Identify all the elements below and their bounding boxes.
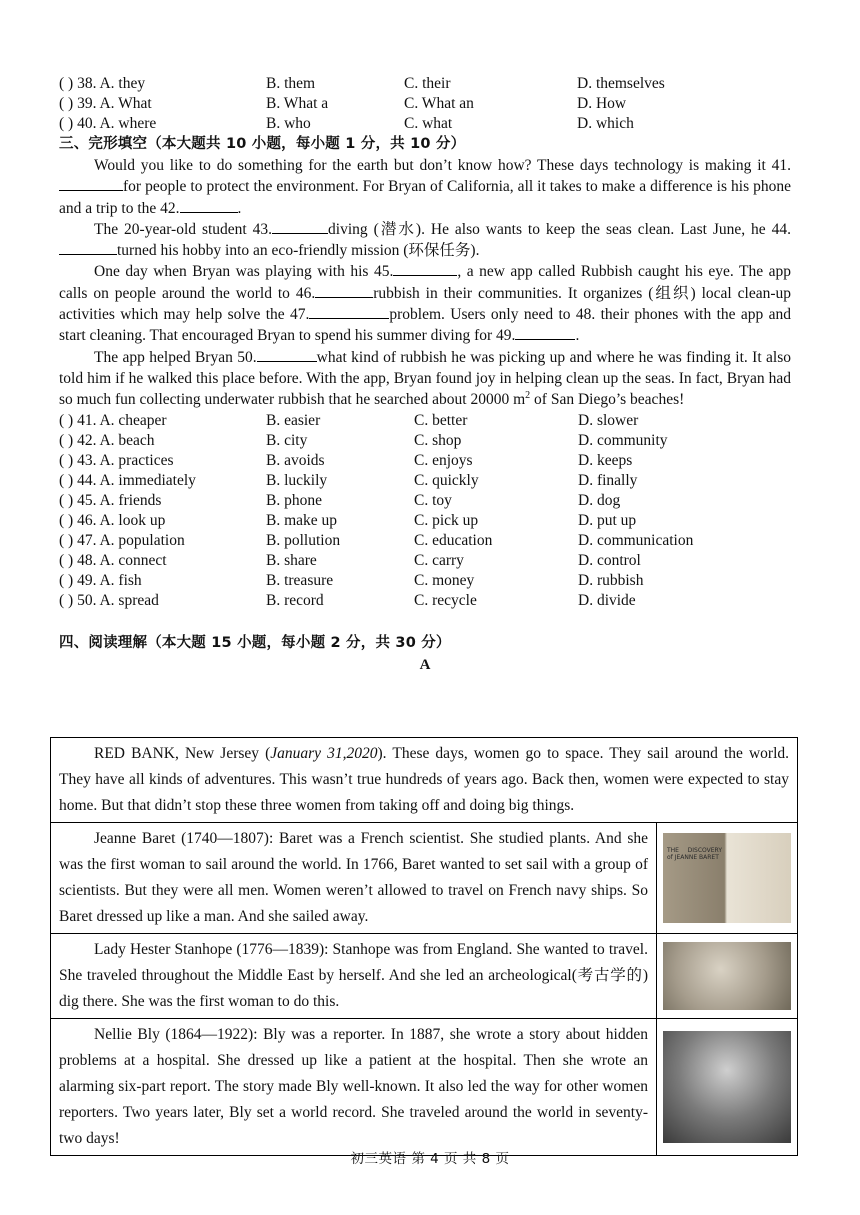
options-41-50 — [59, 411, 791, 611]
option-b: B. avoids — [266, 451, 325, 469]
intro-cell: RED BANK, New Jersey (January 31,2020). These days, women go to space. They sail around the world. They have all kinds of adventures. This wasn’t true hundreds of years ago. Back then, women were expected to stay home. But that didn’t stop these three women from taking off and doing big things. — [51, 738, 798, 823]
table-row-baret — [51, 823, 798, 934]
option-d: D. finally — [578, 471, 638, 489]
option-b: B. treasure — [266, 571, 334, 589]
option-row — [59, 511, 791, 531]
section3-title: 三、完形填空（本大题共 10 小题，每小题 1 分，共 10 分） — [59, 136, 466, 152]
option-row — [59, 74, 791, 94]
book-cover-text: THE DISCOVERY of JEANNE BARET — [667, 847, 722, 861]
option-row — [59, 451, 791, 471]
option-d: D. rubbish — [578, 571, 644, 589]
stanhope-cell: Lady Hester Stanhope (1776—1839): Stanhope was from England. She wanted to travel. She traveled throughout the Middle East by herself. And she led an archeological(考古学的) dig there. She was the first woman to do this. — [51, 934, 657, 1019]
option-b: B. city — [266, 431, 308, 449]
option-d: D. slower — [578, 411, 639, 429]
option-d: D. dog — [578, 491, 621, 509]
option-c: C. what — [404, 115, 453, 132]
option-q: ( ) 48. A. connect — [59, 551, 167, 569]
option-c: C. recycle — [414, 591, 477, 609]
passage-label: A — [419, 656, 431, 673]
reading-table — [50, 737, 798, 1156]
option-c: C. pick up — [414, 511, 479, 529]
option-c: C. their — [404, 75, 451, 92]
bly-portrait-image — [663, 1031, 791, 1143]
cloze-paragraph-1: Would you like to do something for the earth but don’t know how? These days technology is making it 41.for people to protect the environment. For Bryan of California, all it takes to make a difference is his phone and a trip to the 42. . — [59, 157, 791, 217]
option-row — [59, 571, 791, 591]
stanhope-portrait-image — [663, 942, 791, 1010]
option-q: ( ) 44. A. immediately — [59, 471, 196, 489]
bly-cell: Nellie Bly (1864—1922): Bly was a reporter. In 1887, she wrote a story about hidden problems at a hospital. She dressed up like a patient at the hospital. Then she wrote an alarming six-part report. The story made Bly well-known. It also led the way for other women reporters. Two years later, Bly set a world record. She traveled around the world in seventy-two days! — [51, 1019, 657, 1156]
option-row — [59, 471, 791, 491]
baret-cell: Jeanne Baret (1740—1807): Baret was a French scientist. She studied plants. And she was the first woman to sail around the world. In 1766, Baret wanted to set sail with a group of scientists. But they were all men. Women weren’t allowed to travel on French navy ships. So Baret dressed up like a man. And she sailed away. — [51, 823, 657, 934]
option-q: ( ) 45. A. friends — [59, 491, 162, 509]
option-b: B. record — [266, 591, 324, 609]
table-row-bly — [51, 1019, 798, 1156]
option-row — [59, 551, 791, 571]
option-row — [59, 411, 791, 431]
option-d: D. which — [577, 115, 634, 132]
option-q: ( ) 42. A. beach — [59, 431, 155, 449]
option-row — [59, 94, 791, 114]
baret-book-image — [663, 833, 791, 923]
table-row-intro — [51, 738, 798, 823]
option-b: B. What a — [266, 95, 329, 112]
option-q: ( ) 40. A. where — [59, 115, 157, 132]
option-row — [59, 491, 791, 511]
option-row — [59, 431, 791, 451]
option-d: D. divide — [578, 591, 636, 609]
option-d: D. community — [578, 431, 668, 449]
option-q: ( ) 46. A. look up — [59, 511, 166, 529]
option-b: B. phone — [266, 491, 322, 509]
options-38-40 — [59, 74, 791, 134]
cloze-paragraph-3: One day when Bryan was playing with his 45. , a new app called Rubbish caught his eye. The app calls on people around the world to 46. rubbish in their communities. It organizes (组织) local clean-up activities which may help solve the 47. problem. Users only need to 48. their phones with the app and start cleaning. That encouraged Bryan to spend his summer diving for 49. . — [59, 263, 792, 345]
option-d: D. themselves — [577, 75, 665, 92]
option-q: ( ) 50. A. spread — [59, 591, 159, 609]
option-b: B. make up — [266, 511, 338, 529]
page-content — [59, 74, 791, 676]
option-q: ( ) 49. A. fish — [59, 571, 142, 589]
table-row-stanhope — [51, 934, 798, 1019]
bly-image-cell — [657, 1019, 798, 1156]
option-c: C. enjoys — [414, 451, 473, 469]
option-c: C. quickly — [414, 471, 479, 489]
option-b: B. share — [266, 551, 317, 569]
cloze-paragraph-2: The 20-year-old student 43. diving (潜水). He also wants to keep the seas clean. Last June, he 44.turned his hobby into an eco-friendly mission (环保任务). — [59, 219, 791, 262]
option-c: C. toy — [414, 491, 452, 509]
option-q: ( ) 41. A. cheaper — [59, 411, 167, 429]
option-b: B. pollution — [266, 531, 341, 549]
option-b: B. easier — [266, 411, 321, 429]
option-d: D. keeps — [578, 451, 633, 469]
option-c: C. shop — [414, 431, 462, 449]
page-footer: 初三英语 第 4 页 共 8 页 — [350, 1151, 510, 1167]
section4-title: 四、阅读理解（本大题 15 小题，每小题 2 分，共 30 分） — [59, 634, 451, 651]
option-d: D. communication — [578, 531, 694, 549]
option-c: C. What an — [404, 95, 474, 112]
option-row — [59, 531, 791, 551]
option-row — [59, 114, 791, 134]
option-row — [59, 591, 791, 611]
baret-image-cell — [657, 823, 798, 934]
option-q: ( ) 39. A. What — [59, 95, 152, 112]
option-b: B. who — [266, 115, 311, 132]
option-q: ( ) 47. A. population — [59, 531, 185, 549]
option-b: B. them — [266, 75, 316, 92]
option-d: D. put up — [578, 511, 637, 529]
option-c: C. education — [414, 531, 493, 549]
option-d: D. How — [577, 95, 627, 112]
stanhope-image-cell — [657, 934, 798, 1019]
option-c: C. better — [414, 411, 468, 429]
option-c: C. carry — [414, 551, 464, 569]
option-c: C. money — [414, 571, 475, 589]
option-q: ( ) 38. A. they — [59, 75, 146, 92]
option-q: ( ) 43. A. practices — [59, 451, 174, 469]
option-b: B. luckily — [266, 471, 328, 489]
option-d: D. control — [578, 551, 641, 569]
cloze-paragraph-4: The app helped Bryan 50. what kind of rubbish he was picking up and where he was finding it. It also told him if he walked this place before. With the app, Bryan found joy in helping clean up the seas. In fact, Bryan had so much fun collecting underwater rubbish that he searched about 20000 $m^2$ of San Diego’s beaches! — [59, 348, 791, 409]
